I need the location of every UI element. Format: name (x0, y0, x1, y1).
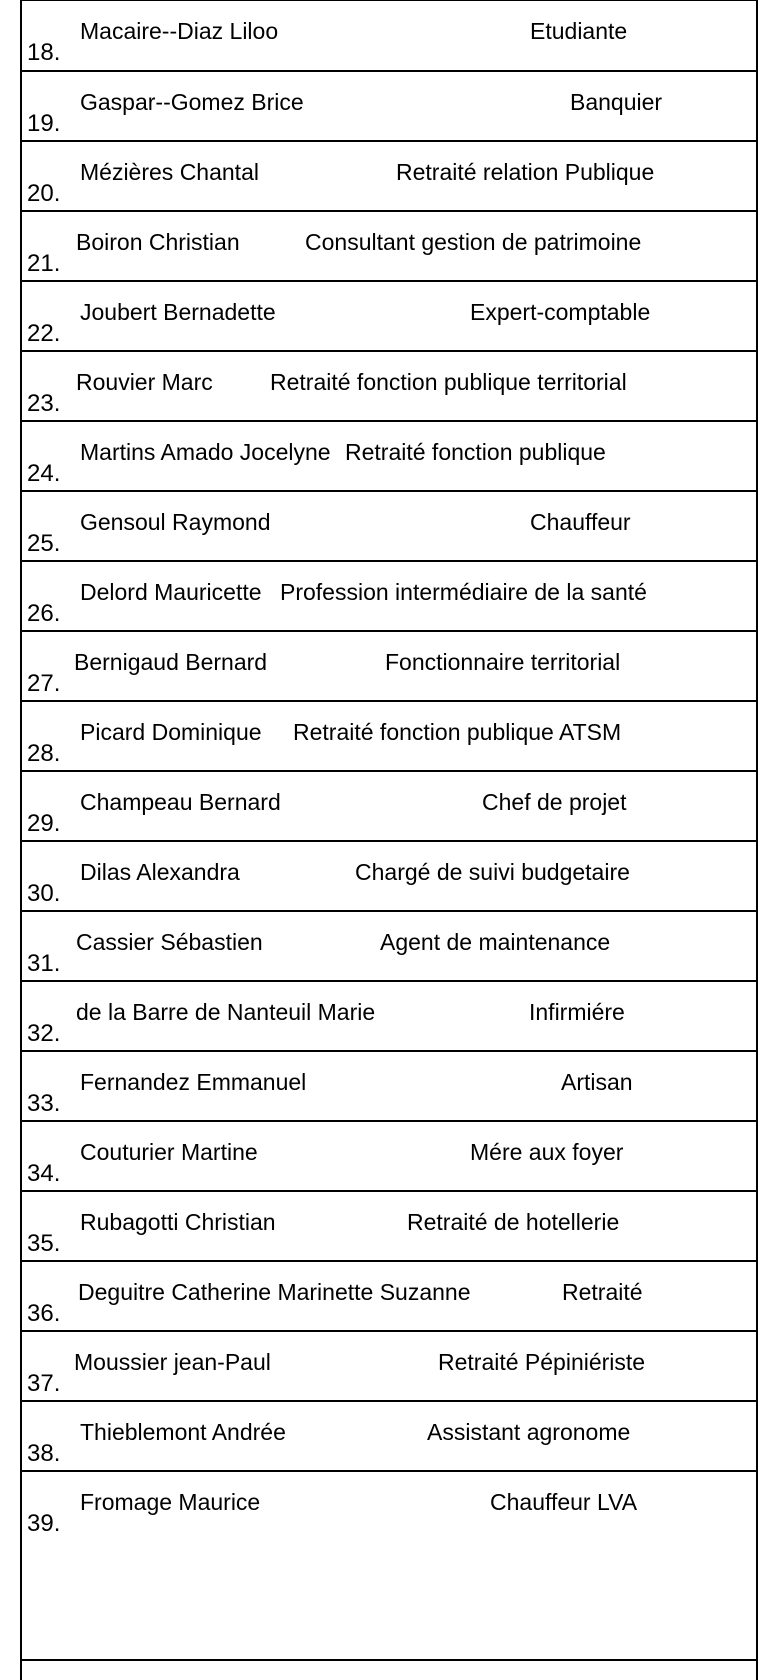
table-row (20, 490, 758, 560)
table-row (20, 840, 758, 910)
table-row (20, 1260, 758, 1330)
members-table (20, 0, 758, 1540)
table-row (20, 1400, 758, 1470)
member-name: Delord Mauricette (80, 579, 262, 605)
table-row (20, 1190, 758, 1260)
member-profession: Retraité fonction publique territorial (270, 369, 627, 395)
member-name: Deguitre Catherine Marinette Suzanne (78, 1279, 471, 1305)
table-row (20, 70, 758, 140)
member-name: Joubert Bernadette (80, 299, 276, 325)
member-profession: Retraité Pépiniériste (438, 1349, 646, 1375)
table-row (20, 210, 758, 280)
member-name: Bernigaud Bernard (74, 649, 268, 675)
member-name: Macaire--Diaz Liloo (80, 18, 279, 44)
table-row (20, 700, 758, 770)
row-number: 19. (27, 110, 61, 137)
member-profession: Chef de projet (482, 789, 627, 815)
member-profession: Retraité de hotellerie (407, 1209, 620, 1235)
row-number: 25. (27, 530, 61, 557)
table-row (20, 0, 758, 70)
row-number: 22. (27, 320, 61, 347)
member-profession: Profession intermédiaire de la santé (280, 579, 647, 605)
table-row (20, 140, 758, 210)
row-number: 18. (27, 39, 61, 66)
row-number: 26. (27, 600, 61, 627)
row-number: 30. (27, 880, 61, 907)
member-name: Fromage Maurice (80, 1489, 261, 1515)
row-number: 23. (27, 390, 61, 417)
table-row (20, 630, 758, 700)
row-number: 29. (27, 810, 61, 837)
member-name: Fernandez Emmanuel (80, 1069, 307, 1095)
member-name: Rouvier Marc (76, 369, 213, 395)
member-name: Couturier Martine (80, 1139, 258, 1165)
table-row (20, 280, 758, 350)
row-number: 37. (27, 1370, 61, 1397)
row-number: 28. (27, 740, 61, 767)
member-name: Moussier jean-Paul (74, 1349, 271, 1375)
row-number: 27. (27, 670, 61, 697)
table-row (20, 980, 758, 1050)
member-name: Mézières Chantal (80, 159, 259, 185)
member-profession: Fonctionnaire territorial (385, 649, 621, 675)
table-row (20, 1050, 758, 1120)
row-number: 21. (27, 250, 61, 277)
member-profession: Consultant gestion de patrimoine (305, 229, 642, 255)
member-profession: Expert-comptable (470, 299, 651, 325)
member-name: de la Barre de Nanteuil Marie (76, 999, 376, 1025)
table-row (20, 1330, 758, 1400)
row-number: 24. (27, 460, 61, 487)
member-profession: Infirmiére (529, 999, 625, 1025)
row-number: 33. (27, 1090, 61, 1117)
row-number: 34. (27, 1160, 61, 1187)
row-number: 20. (27, 180, 61, 207)
member-profession: Chauffeur LVA (490, 1489, 638, 1515)
member-profession: Artisan (561, 1069, 633, 1095)
member-profession: Assistant agronome (427, 1419, 631, 1445)
member-profession: Retraité (562, 1279, 643, 1305)
table-row (20, 560, 758, 630)
member-name: Rubagotti Christian (80, 1209, 276, 1235)
row-number: 36. (27, 1300, 61, 1327)
member-profession: Retraité fonction publique (345, 439, 606, 465)
member-name: Boiron Christian (76, 229, 240, 255)
table-row (20, 910, 758, 980)
member-name: Dilas Alexandra (80, 859, 240, 885)
member-name: Martins Amado Jocelyne (80, 439, 331, 465)
member-profession: Mére aux foyer (470, 1139, 624, 1165)
row-number: 31. (27, 950, 61, 977)
table-row (20, 770, 758, 840)
member-profession: Chauffeur (530, 509, 631, 535)
member-name: Cassier Sébastien (76, 929, 263, 955)
row-number: 39. (27, 1510, 61, 1537)
table-row (20, 350, 758, 420)
member-profession: Retraité relation Publique (396, 159, 655, 185)
member-profession: Chargé de suivi budgetaire (355, 859, 630, 885)
member-name: Thieblemont Andrée (80, 1419, 286, 1445)
table-row (20, 1470, 758, 1540)
row-number: 32. (27, 1020, 61, 1047)
member-name: Gaspar--Gomez Brice (80, 89, 304, 115)
row-number: 38. (27, 1440, 61, 1467)
member-profession: Agent de maintenance (380, 929, 611, 955)
member-profession: Etudiante (530, 18, 628, 44)
member-name: Picard Dominique (80, 719, 262, 745)
row-number: 35. (27, 1230, 61, 1257)
member-name: Champeau Bernard (80, 789, 281, 815)
member-profession: Retraité fonction publique ATSM (293, 719, 622, 745)
member-profession: Banquier (570, 89, 663, 115)
table-row (20, 420, 758, 490)
member-name: Gensoul Raymond (80, 509, 271, 535)
table-row (20, 1120, 758, 1190)
table-bottom-border (20, 1659, 758, 1661)
